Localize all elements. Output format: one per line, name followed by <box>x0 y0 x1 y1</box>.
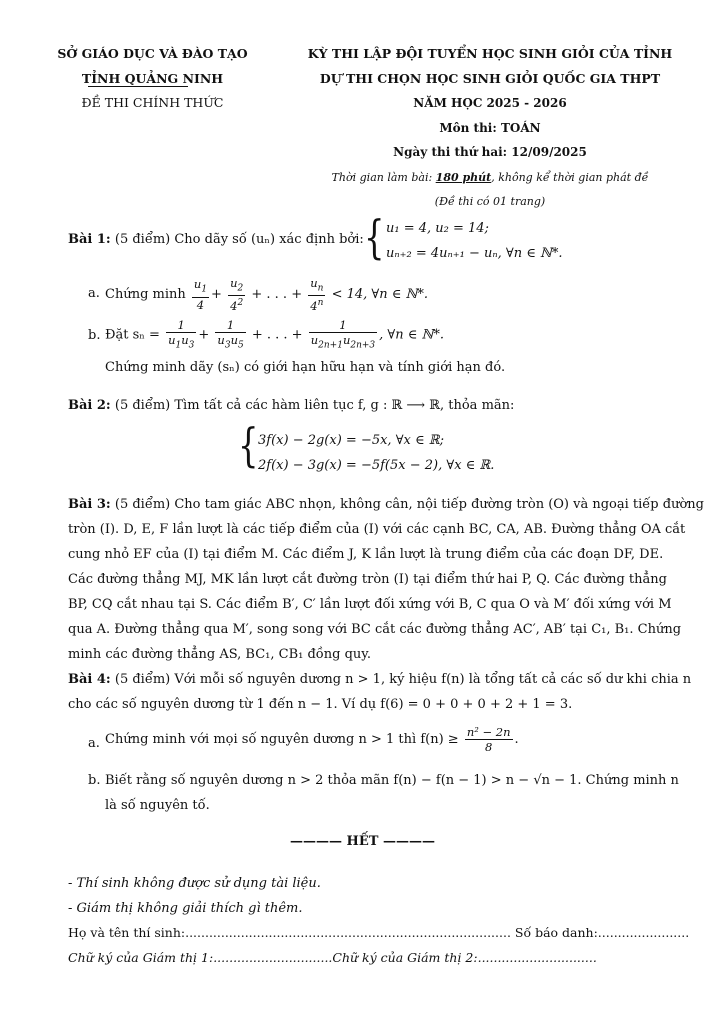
frac-n2-8 <box>465 725 513 754</box>
problem3-line6: qua A. Đường thẳng qua M′, song song với BC cắt các đường thẳng AC′, AB′ tại C₁, B₁. Chứng <box>68 622 682 637</box>
problem1-intro <box>68 231 364 249</box>
problem1-a-tail: + . . . + <box>251 287 303 303</box>
problem3-line2: tròn (I). D, E, F lần lượt là các tiếp điểm của (I) với các cạnh BC, CA, AB. Đường thẳng OA cắt <box>68 522 686 537</box>
problem1-b-line2: Chứng minh dãy (sₙ) có giới hạn hữu hạn và tính giới hạn đó. <box>105 360 506 375</box>
problem4-line2: cho các số nguyên dương từ 1 đến n − 1. Ví dụ f(6) = 0 + 0 + 0 + 2 + 1 = 3. <box>68 697 573 712</box>
problem1-brace: { <box>364 210 385 264</box>
problem4-b-line2: là số nguyên tố. <box>105 798 210 813</box>
problem2-eq2: 2f(x) − 3g(x) = −5f(5x − 2), ∀x ∈ ℝ. <box>258 458 495 473</box>
time-allowed <box>295 171 685 184</box>
problem1-b-label: b. <box>88 328 101 343</box>
frac-num: n² − 2n <box>466 725 511 739</box>
header-underline <box>88 86 188 87</box>
problem3-line4: Các đường thẳng MJ, MK lần lượt cắt đường tròn (I) tại điểm thứ hai P, Q. Các đường thẳng <box>68 572 667 587</box>
frac-un-4n: $\frac{u_n}{4^n}$ <box>310 276 324 314</box>
problem3-line7: minh các đường thẳng AS, BC₁, CB₁ đồng quy. <box>68 647 372 662</box>
problem4-label: Bài 4: <box>68 672 111 687</box>
school-dept: SỞ GIÁO DỤC VÀ ĐÀO TẠO <box>57 46 248 61</box>
problem1-sys1: u₁ = 4, u₂ = 14; <box>386 221 489 236</box>
problem3-line5: BP, CQ cắt nhau tại S. Các điểm B′, C′ lần lượt đối xứng với B, C qua O và M′ đối xứng với M <box>68 597 672 612</box>
problem2-brace: { <box>238 418 259 472</box>
time-value: 180 phút <box>435 171 492 184</box>
exam-subtitle: DỰ THI CHỌN HỌC SINH GIỎI QUỐC GIA THPT <box>319 71 661 86</box>
time-pre: Thời gian làm bài: <box>331 171 436 184</box>
problem2-label: Bài 2: <box>68 398 111 413</box>
frac-den: 8 <box>485 740 493 754</box>
official-label: ĐỀ THI CHÍNH THỨC <box>81 95 224 110</box>
problem1-b: Đặt sₙ = $\frac{1}{u_1u_3}$ + $\frac{1}{u_3u_5}$ + . . . + $\frac{1}{u_{2n+1}u_{2n+3}}$ , ∀n ∈ ℕ*. <box>105 318 445 351</box>
problem1-sys2: uₙ₊₂ = 4uₙ₊₁ − uₙ, ∀n ∈ ℕ*. <box>386 246 563 261</box>
frac-1-u2n: $\frac{1}{u_{2n+1}u_{2n+3}}$ <box>310 318 376 351</box>
problem1-b-end: , ∀n ∈ ℕ*. <box>379 327 445 343</box>
problem1-a-label: a. <box>88 286 100 301</box>
problem1-intro-text: (5 điểm) Cho dãy số (uₙ) xác định bởi: <box>114 232 364 247</box>
problem1-b-text: Đặt sₙ = <box>105 327 160 343</box>
problem4-b-label: b. <box>88 773 101 788</box>
problem3-line3: cung nhỏ EF của (I) tại điểm M. Các điểm J, K lần lượt là trung điểm của các đoạn DF, DE. <box>68 547 664 562</box>
problem1-label: Bài 1: <box>68 232 111 247</box>
problem2-eq1: 3f(x) − 2g(x) = −5x, ∀x ∈ ℝ; <box>258 433 444 448</box>
subject: Môn thi: TOÁN <box>439 121 541 135</box>
problem3-line1 <box>68 496 704 514</box>
end-marker: ———— HẾT ———— <box>290 834 435 849</box>
supervisor-signature-line: Chữ ký của Giám thị 1:..............................Chữ ký của Giám thị 2:.............................. <box>68 950 597 965</box>
problem3-label: Bài 3: <box>68 497 111 512</box>
frac-u2-4sq: $\frac{u_2}{4^2}$ <box>230 276 244 314</box>
page-count: (Đề thi có 01 trang) <box>434 195 546 208</box>
problem1-a-text: Chứng minh <box>105 287 186 303</box>
note-no-explanation: - Giám thị không giải thích gì thêm. <box>68 901 303 916</box>
time-post: , không kể thời gian phát đề <box>491 171 649 184</box>
problem1-b-tail: + . . . + <box>251 327 303 343</box>
problem4-b-line1: Biết rằng số nguyên dương n > 2 thỏa mãn f(n) − f(n − 1) > n − √n − 1. Chứng minh n <box>105 773 679 788</box>
problem4-text1: (5 điểm) Với mỗi số nguyên dương n > 1, ký hiệu f(n) là tổng tất cả các số dư khi chia n <box>114 672 692 687</box>
frac-1-u3u5: $\frac{1}{u_3u_5}$ <box>217 318 244 351</box>
problem4-a-text: Chứng minh với mọi số nguyên dương n > 1 thì f(n) ≥ <box>105 732 459 747</box>
problem1-a-end: < 14, ∀n ∈ ℕ*. <box>331 287 429 303</box>
exam-title: KỲ THI LẬP ĐỘI TUYỂN HỌC SINH GIỎI CỦA TỈNH <box>307 46 673 61</box>
problem4-a: Chứng minh với mọi số nguyên dương n > 1 thì f(n) ≥ $\frac{\text{n² − 2n}}{8}$ . <box>105 725 519 754</box>
problem1-a: Chứng minh $\frac{u_1}{4}$ + $\frac{u_2}{4^2}$ + . . . + $\frac{u_n}{4^n}$ < 14, ∀n ∈ ℕ*. <box>105 276 429 314</box>
problem4-line1 <box>68 671 691 689</box>
problem2-intro <box>68 397 514 415</box>
frac-1-u1u3: $\frac{1}{u_1u_3}$ <box>168 318 195 351</box>
province: TỈNH QUẢNG NINH <box>81 71 224 86</box>
problem2-intro-text: (5 điểm) Tìm tất cả các hàm liên tục f, g : ℝ ⟶ ℝ, thỏa mãn: <box>114 398 515 413</box>
problem3-text1: (5 điểm) Cho tam giác ABC nhọn, không cân, nội tiếp đường tròn (O) và ngoại tiếp đường <box>114 497 704 512</box>
problem4-a-label: a. <box>88 736 100 751</box>
school-year: NĂM HỌC 2025 - 2026 <box>413 96 567 110</box>
candidate-name-line: Họ và tên thí sinh:.................................................................................. Số báo danh:....................... <box>68 925 690 940</box>
frac-u1-4: $\frac{u_1}{4}$ <box>193 277 208 312</box>
note-no-materials: - Thí sinh không được sử dụng tài liệu. <box>68 876 321 891</box>
exam-date: Ngày thi thứ hai: 12/09/2025 <box>393 145 587 159</box>
